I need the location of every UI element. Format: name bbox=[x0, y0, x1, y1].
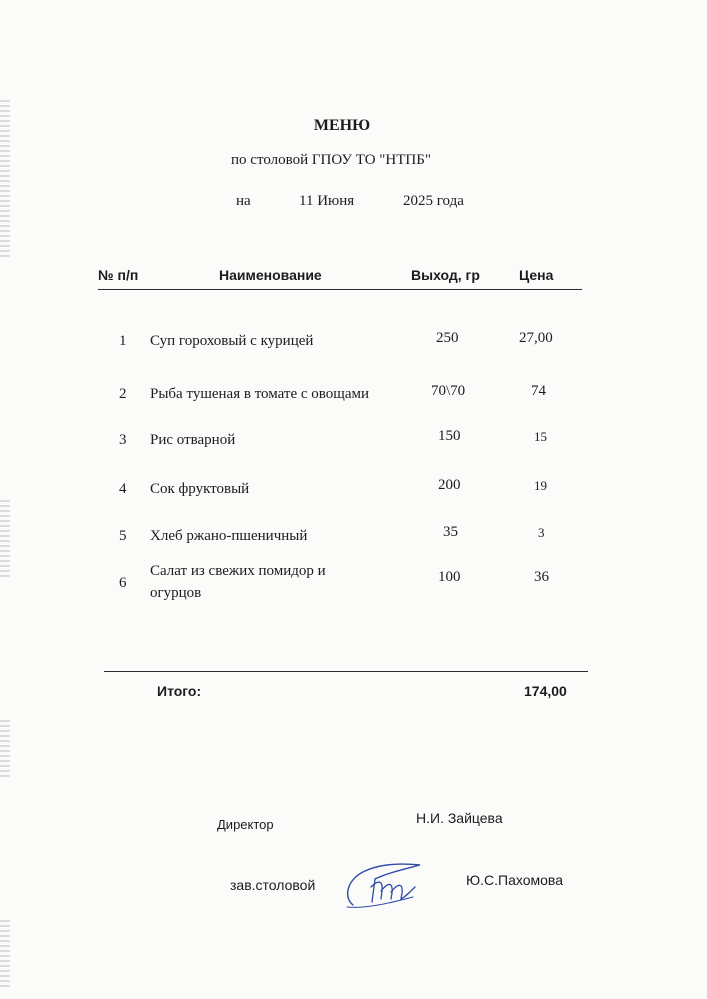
row-name: Салат из свежих помидор и bbox=[150, 563, 326, 579]
row-output: 35 bbox=[443, 524, 458, 540]
scan-edge-mid bbox=[0, 500, 10, 580]
row-output: 250 bbox=[436, 330, 459, 346]
total-label: Итого: bbox=[157, 683, 202, 699]
row-output: 200 bbox=[438, 477, 461, 493]
date-prefix: на bbox=[236, 193, 251, 209]
handwritten-signature bbox=[335, 857, 435, 915]
row-output: 150 bbox=[438, 428, 461, 444]
row-name: Рыба тушеная в томате с овощами bbox=[150, 386, 370, 402]
document-title: МЕНЮ bbox=[313, 117, 371, 134]
scan-edge-foot bbox=[0, 920, 10, 990]
row-output: 100 bbox=[438, 569, 461, 585]
row-price: 3 bbox=[538, 525, 545, 540]
director-title: Директор bbox=[217, 817, 274, 832]
row-number: 2 bbox=[119, 386, 127, 402]
header-underline bbox=[98, 289, 582, 290]
row-price: 19 bbox=[534, 478, 547, 493]
row-number: 4 bbox=[119, 481, 127, 497]
row-name: Хлеб ржано-пшеничный bbox=[150, 528, 308, 544]
row-number: 1 bbox=[119, 333, 127, 349]
document-subtitle: по столовой ГПОУ ТО "НТПБ" bbox=[231, 152, 431, 168]
date-year: 2025 года bbox=[403, 193, 464, 209]
total-separator-line bbox=[104, 671, 588, 672]
row-name: Суп гороховый с курицей bbox=[150, 333, 314, 349]
row-price: 15 bbox=[534, 429, 547, 444]
row-price: 36 bbox=[534, 569, 549, 585]
row-number: 6 bbox=[119, 575, 127, 591]
canteen-title: зав.столовой bbox=[230, 877, 316, 893]
row-output: 70\70 bbox=[431, 383, 466, 399]
date-day: 11 Июня bbox=[299, 193, 355, 209]
director-name: Н.И. Зайцева bbox=[416, 810, 503, 826]
row-price: 74 bbox=[531, 383, 546, 399]
total-value: 174,00 bbox=[524, 683, 567, 699]
column-header-name: Наименование bbox=[219, 267, 322, 283]
column-header-number: № п/п bbox=[98, 267, 139, 283]
row-price: 27,00 bbox=[519, 330, 553, 346]
canteen-name: Ю.С.Пахомова bbox=[466, 872, 563, 888]
row-name-line2: огурцов bbox=[150, 585, 202, 601]
row-name: Сок фруктовый bbox=[150, 481, 250, 497]
row-number: 3 bbox=[119, 432, 127, 448]
row-name: Рис отварной bbox=[150, 432, 236, 448]
row-number: 5 bbox=[119, 528, 127, 544]
scan-edge-bottom bbox=[0, 720, 10, 780]
column-header-output: Выход, гр bbox=[411, 267, 480, 283]
column-header-price: Цена bbox=[519, 267, 554, 283]
